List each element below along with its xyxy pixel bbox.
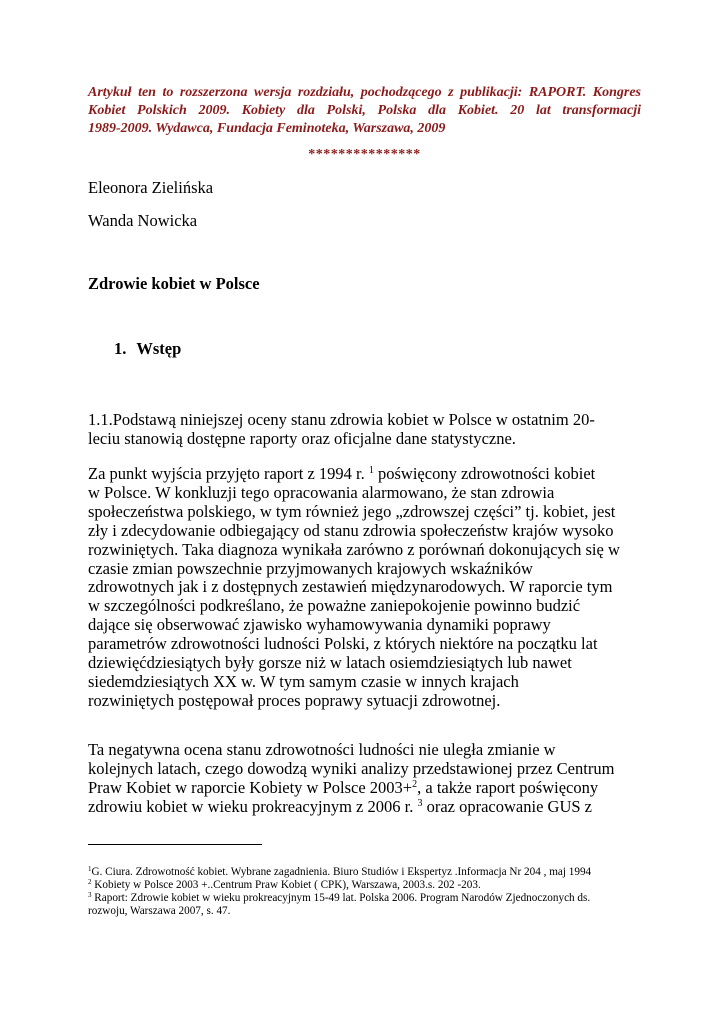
footnote-number: 2 xyxy=(88,878,92,886)
paragraph-line: społeczeństwa polskiego, w tym również jego „zdrowszej części” tj. kobiet, jest xyxy=(88,501,616,521)
footnote-text: Raport: Zdrowie kobiet w wieku prokreacyjnym 15-49 lat. Polska 2006. Program Narodów Zjednoczonych ds. xyxy=(91,892,591,904)
paragraph-line: czasie zmian powszechnie przyjmowanych krajowych wskaźników xyxy=(88,558,533,578)
paragraph-text: , a także raport poświęcony xyxy=(417,777,599,797)
document-page xyxy=(88,0,641,1024)
paragraph-line: Ta negatywna ocena stanu zdrowotności ludności nie uległa zmianie w xyxy=(88,740,556,759)
paragraph-text: Za punkt wyjścia przyjęto raport z 1994 r. xyxy=(88,464,365,483)
footnotes xyxy=(88,866,641,918)
publication-note-line: Artykuł ten to rozszerzona wersja rozdziału, pochodzącego z publikacji: RAPORT. Kongres xyxy=(88,85,641,100)
footnote-reference[interactable]: 1 xyxy=(368,465,374,476)
paragraph-line: zły i zdecydowanie odbiegający od stanu zdrowia społeczeństw krajów wysoko xyxy=(88,520,614,540)
paragraph xyxy=(88,741,641,817)
author-name: Eleonora Zielińska xyxy=(88,178,214,197)
footnote xyxy=(88,892,641,918)
footnote-reference[interactable]: 2 xyxy=(412,778,418,790)
paragraph-line: w Polsce. W konkluzji tego opracowania alarmowano, że stan zdrowia xyxy=(88,482,555,502)
footnote-number: 3 xyxy=(88,891,92,899)
paragraph-line: 1.1.Podstawą niniejszej oceny stanu zdrowia kobiet w Polsce w ostatnim 20- xyxy=(88,410,595,429)
paragraph-text: poświęcony zdrowotności kobiet xyxy=(373,464,596,483)
footnote-line: rozwoju, Warszawa 2007, s. 47. xyxy=(88,905,231,917)
paragraph-line: leciu stanowią dostępne raporty oraz oficjalne dane statystyczne. xyxy=(88,428,516,448)
section-heading xyxy=(114,339,181,359)
paragraph-line: rozwiniętych postępował proces poprawy sytuacji zdrowotnej. xyxy=(88,690,501,710)
paragraph-line: siedemdziesiątych XX w. W tym samym czasie w innych krajach xyxy=(88,671,519,691)
footnote xyxy=(88,866,641,879)
paragraph-line: parametrów zdrowotności ludności Polski, z których niektóre na początku lat xyxy=(88,634,598,654)
asterisk-separator: *************** xyxy=(308,147,421,162)
section-title: Wstęp xyxy=(136,339,182,358)
author-name: Wanda Nowicka xyxy=(88,211,198,230)
paragraph-line: w szczególności podkreślano, że poważne zaniepokojenie powinno budzić xyxy=(88,596,581,616)
paragraph-line xyxy=(88,779,641,798)
section-number: 1. xyxy=(114,339,127,358)
footnote-text: Kobiety w Polsce 2003 +..Centrum Praw Kobiet ( CPK), Warszawa, 2003.s. 202 -203. xyxy=(91,879,481,891)
publication-note-line: Kobiet Polskich 2009. Kobiety dla Polski, Polska dla Kobiet. 20 lat transformacji xyxy=(88,103,641,118)
publication-note xyxy=(88,84,641,138)
publication-note-line: 1989-2009. Wydawca, Fundacja Feminoteka, Warszawa, 2009 xyxy=(88,121,446,136)
article-title: Zdrowie kobiet w Polsce xyxy=(88,274,260,293)
paragraph xyxy=(88,465,641,711)
paragraph-line: zdrowotnych jak i z dostępnych zestawień międzynarodowych. W raporcie tym xyxy=(88,577,613,597)
paragraph-line: dające się obserwować zjawisko wyhamowywania dynamiki poprawy xyxy=(88,615,551,635)
footnote-line xyxy=(88,892,641,905)
footnote-line xyxy=(88,879,641,892)
footnote-number: 1 xyxy=(88,865,92,873)
footnote-line xyxy=(88,866,641,879)
footnote xyxy=(88,879,641,892)
paragraph-line xyxy=(88,465,641,484)
footnote-reference[interactable]: 3 xyxy=(417,797,423,809)
paragraph-text: Praw Kobiet w raporcie Kobiety w Polsce 2003+ xyxy=(88,777,413,797)
paragraph-text: zdrowiu kobiet w wieku prokreacyjnym z 2006 r. xyxy=(88,796,414,816)
footnote-text: G. Ciura. Zdrowotność kobiet. Wybrane zagadnienia. Biuro Studiów i Ekspertyz .Informacja Nr 204 , maj 1994 xyxy=(91,866,592,878)
paragraph-line: rozwiniętych. Taka diagnoza wynikała zarówno z porównań dokonujących się w xyxy=(88,539,620,559)
footnote-divider xyxy=(88,844,262,845)
paragraph-line: kolejnych latach, czego dowodzą wyniki analizy przedstawionej przez Centrum xyxy=(88,758,615,778)
paragraph-text: oraz opracowanie GUS z xyxy=(422,796,592,816)
paragraph-line: dziewięćdziesiątych były gorsze niż w latach osiemdziesiątych lub nawet xyxy=(88,653,572,673)
paragraph-line xyxy=(88,798,641,817)
paragraph xyxy=(88,411,641,449)
